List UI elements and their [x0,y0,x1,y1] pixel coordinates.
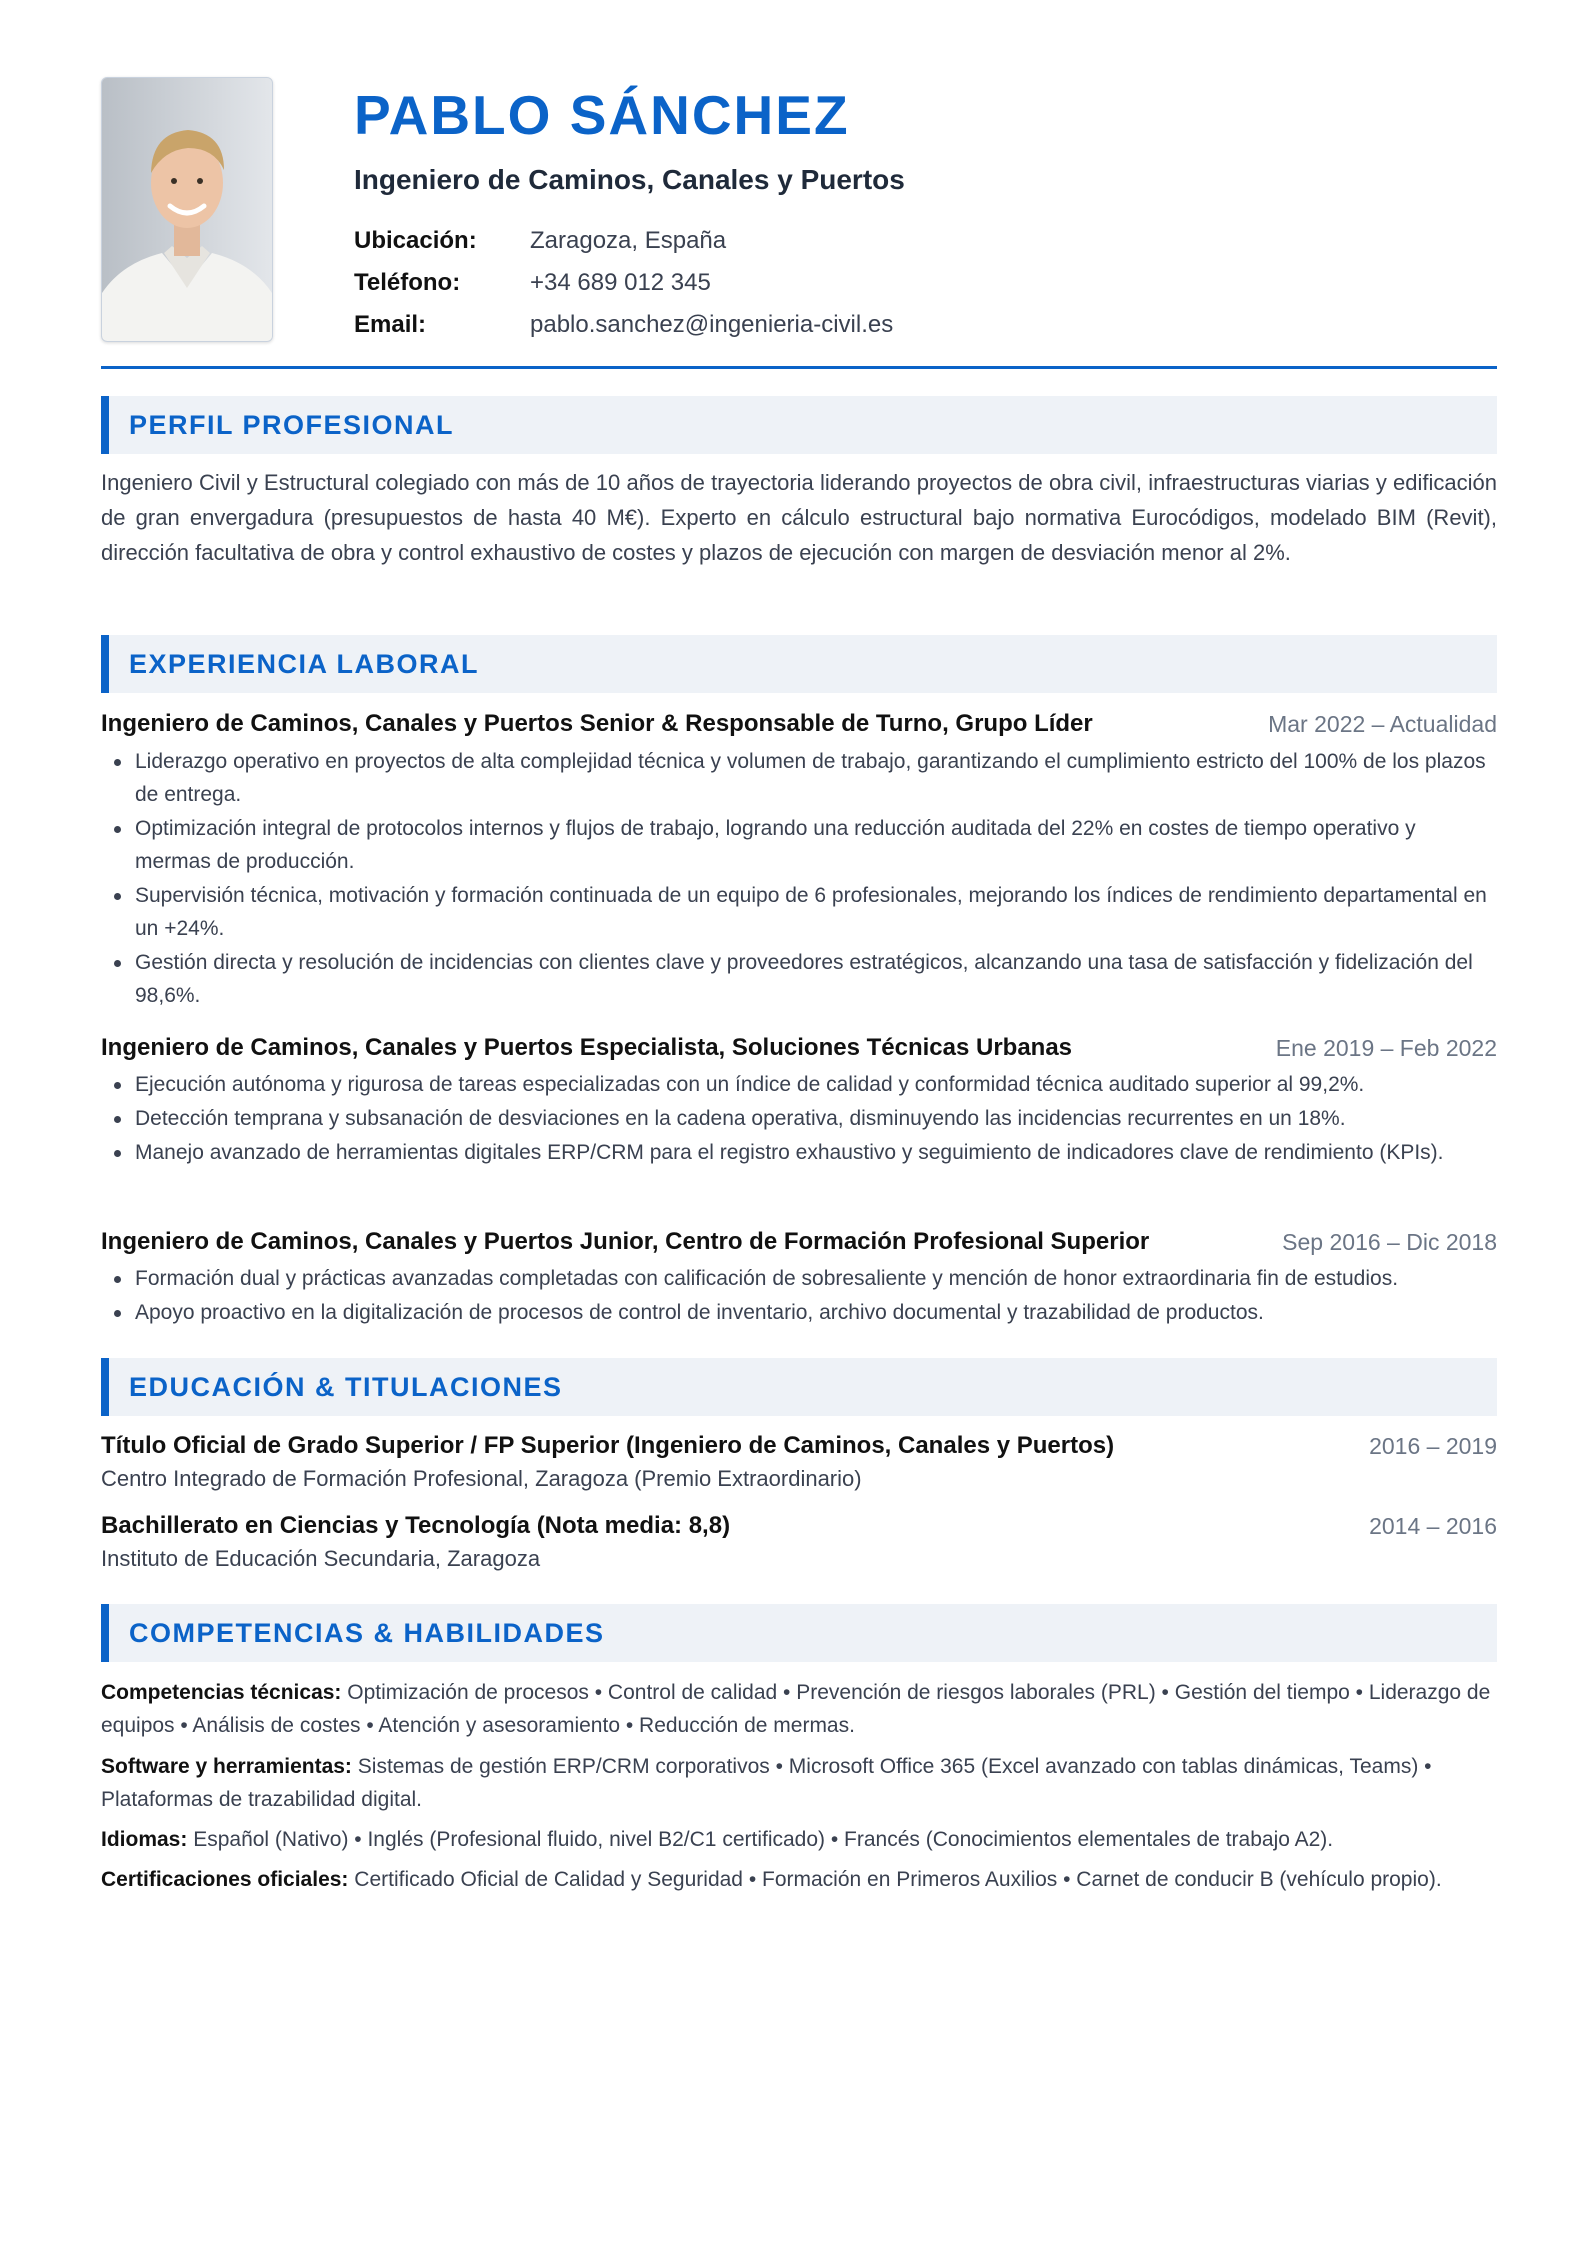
education-title: Bachillerato en Ciencias y Tecnología (Nota media: 8,8) [101,1512,731,1539]
section-title: PERFIL PROFESIONAL [129,410,455,440]
section-header-skills [101,1604,1497,1662]
contact-value: pablo.sanchez@ingenieria-civil.es [530,311,894,338]
education-title: Título Oficial de Grado Superior / FP Superior (Ingeniero de Caminos, Canales y Puertos) [101,1432,1115,1459]
job-date: Sep 2016 – Dic 2018 [1282,1229,1497,1255]
skill-label: Software y herramientas: [101,1755,352,1778]
section-title: EXPERIENCIA LABORAL [129,649,480,679]
education-institution: Instituto de Educación Secundaria, Zaragoza [101,1546,541,1571]
contact-info [354,220,893,346]
section-header-education [101,1358,1497,1416]
section-header-experience [101,635,1497,693]
skill-label: Certificaciones oficiales: [101,1868,349,1891]
section-title: EDUCACIÓN & TITULACIONES [129,1372,563,1402]
profile-summary: Ingeniero Civil y Estructural colegiado con más de 10 años de trayectoria liderando proyectos de obra civil, infraestructuras viarias y edificación de gran envergadura (presupuestos de hasta 40 M€). Experto en cálculo estructural bajo normativa Eurocódigos, modelado BIM (Revit), dirección facultativa de obra y control exhaustivo de costes y plazos de ejecución con margen de desviación menor al 2%. [101,470,1497,565]
job-title: Ingeniero de Caminos, Canales y Puertos Senior & Responsable de Turno, Grupo Líder [101,710,1093,737]
job-bullets [101,1262,1497,1330]
contact-label: Ubicación: [354,227,477,254]
list-item: Apoyo proactivo en la digitalización de procesos de control de inventario, archivo documental y trazabilidad de productos. [101,1296,1497,1329]
list-item: Ejecución autónoma y rigurosa de tareas especializadas con un índice de calidad y conformidad técnica auditado superior al 99,2%. [101,1068,1497,1101]
skill-text: Español (Nativo) • Inglés (Profesional fluido, nivel B2/C1 certificado) • Francés (Conocimientos elementales de trabajo A2). [193,1828,1334,1851]
list-item: Liderazgo operativo en proyectos de alta complejidad técnica y volumen de trabajo, garantizando el cumplimiento estricto del 100% de los plazos de entrega. [101,745,1497,811]
list-item: Manejo avanzado de herramientas digitales ERP/CRM para el registro exhaustivo y seguimiento de indicadores clave de rendimiento (KPIs). [101,1136,1497,1169]
job-title: Ingeniero de Caminos, Canales y Puertos Junior, Centro de Formación Profesional Superior [101,1228,1150,1255]
section-title: COMPETENCIAS & HABILIDADES [129,1618,605,1648]
list-item: Detección temprana y subsanación de desviaciones en la cadena operativa, disminuyendo las incidencias recurrentes en un 18%. [101,1102,1497,1135]
contact-phone [354,262,893,304]
job-date: Ene 2019 – Feb 2022 [1275,1035,1497,1061]
list-item: Gestión directa y resolución de incidencias con clientes clave y proveedores estratégicos, alcanzando una tasa de satisfacción y fidelización del 98,6%. [101,946,1497,1012]
job-date: Mar 2022 – Actualidad [1268,711,1497,737]
job-title: Ingeniero de Caminos, Canales y Puertos Especialista, Soluciones Técnicas Urbanas [101,1034,1073,1061]
skill-languages [101,1823,1497,1856]
education-institution: Centro Integrado de Formación Profesional, Zaragoza (Premio Extraordinario) [101,1466,862,1491]
skill-technical [101,1676,1497,1742]
candidate-role: Ingeniero de Caminos, Canales y Puertos [354,164,905,195]
job-bullets [101,745,1497,1013]
header-divider [101,366,1497,369]
job-bullets [101,1068,1497,1170]
contact-label: Email: [354,311,427,338]
education-date: 2016 – 2019 [1369,1433,1497,1459]
skill-label: Idiomas: [101,1828,188,1851]
education-date: 2014 – 2016 [1369,1513,1497,1539]
contact-email [354,304,893,346]
skill-certifications [101,1863,1497,1896]
profile-photo [101,77,273,342]
section-header-profile [101,396,1497,454]
contact-label: Teléfono: [354,269,461,296]
skill-text: Sistemas de gestión ERP/CRM corporativos • Microsoft Office 365 (Excel avanzado con tablas dinámicas, Teams) • Plataformas de trazabilidad digital. [101,1755,1432,1811]
list-item: Supervisión técnica, motivación y formación continuada de un equipo de 6 profesionales, mejorando los índices de rendimiento departamental en un +24%. [101,879,1497,945]
list-item: Formación dual y prácticas avanzadas completadas con calificación de sobresaliente y mención de honor extraordinaria fin de estudios. [101,1262,1497,1295]
contact-value: Zaragoza, España [530,227,727,254]
skill-label: Competencias técnicas: [101,1681,342,1704]
skill-software [101,1750,1497,1816]
skill-text: Optimización de procesos • Control de calidad • Prevención de riesgos laborales (PRL) • Gestión del tiempo • Liderazgo de equipos • Análisis de costes • Atención y asesoramiento • Reducción de mermas. [101,1681,1491,1737]
list-item: Optimización integral de protocolos internos y flujos de trabajo, logrando una reducción auditada del 22% en costes de tiempo operativo y mermas de producción. [101,812,1497,878]
skill-text: Certificado Oficial de Calidad y Seguridad • Formación en Primeros Auxilios • Carnet de conducir B (vehículo propio). [354,1868,1442,1891]
contact-location [354,220,893,262]
contact-value: +34 689 012 345 [530,269,711,296]
candidate-name: PABLO SÁNCHEZ [354,84,850,146]
